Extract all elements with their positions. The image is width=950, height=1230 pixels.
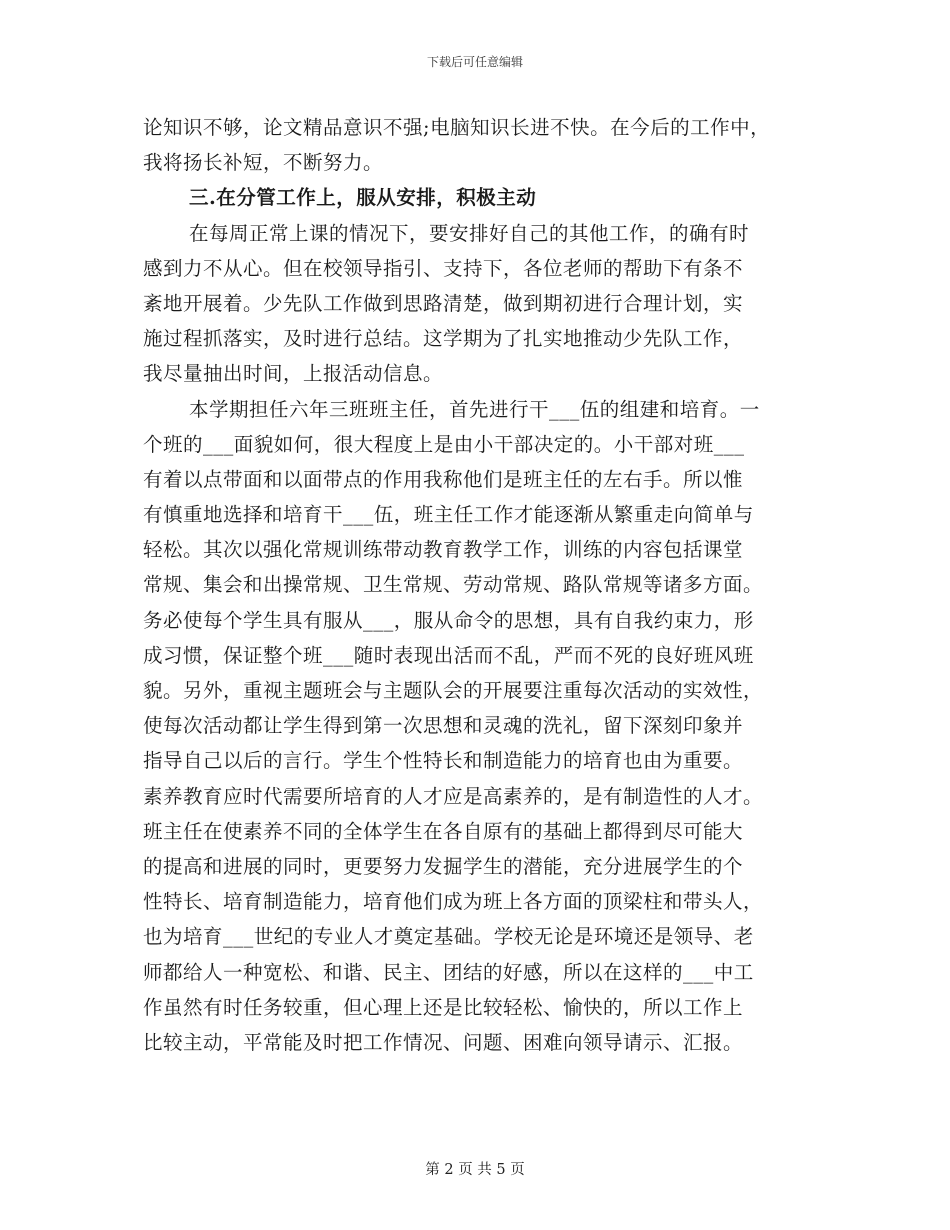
body-line: 有着以点带面和以面带点的作用我称他们是班主任的左右手。所以惟 bbox=[143, 467, 744, 491]
body-line: 务必使每个学生具有服从___，服从命令的思想，具有自我约束力，形 bbox=[143, 608, 754, 632]
body-line: 有慎重地选择和培育干___伍，班主任工作才能逐渐从繁重走向简单与 bbox=[143, 503, 754, 527]
body-line: 紊地开展着。少先队工作做到思路清楚，做到期初进行合理计划，实 bbox=[143, 291, 744, 315]
body-line: 我尽量抽出时间，上报活动信息。 bbox=[143, 362, 444, 386]
page-header: 下载后可任意编辑 bbox=[426, 55, 523, 69]
body-line: 素养教育应时代需要所培育的人才应是高素养的，是有制造性的人才。 bbox=[143, 784, 764, 808]
body-line: 指导自己以后的言行。学生个性特长和制造能力的培育也由为重要。 bbox=[143, 749, 744, 773]
body-line: 轻松。其次以强化常规训练带动教育教学工作，训练的内容包括课堂 bbox=[143, 538, 744, 562]
body-line: 本学期担任六年三班班主任，首先进行干___伍的组建和培育。一 bbox=[189, 397, 760, 421]
body-line: 的提高和进展的同时，更要努力发掘学生的潜能，充分进展学生的个 bbox=[143, 854, 744, 878]
body-line: 使每次活动都让学生得到第一次思想和灵魂的洗礼，留下深刻印象并 bbox=[143, 714, 744, 738]
body-line: 师都给人一种宽松、和谐、民主、团结的好感，所以在这样的___中工 bbox=[143, 960, 754, 984]
body-line: 常规、集会和出操常规、卫生常规、劳动常规、路队常规等诸多方面。 bbox=[143, 573, 764, 597]
section-heading: 三.在分管工作上，服从安排，积极主动 bbox=[189, 186, 537, 210]
body-line: 也为培育___世纪的专业人才奠定基础。学校无论是环境还是领导、老 bbox=[143, 925, 754, 949]
body-line: 比较主动，平常能及时把工作情况、问题、困难向领导请示、汇报。 bbox=[143, 1030, 744, 1054]
body-line: 我将扬长补短，不断努力。 bbox=[143, 151, 384, 175]
body-line: 成习惯，保证整个班___随时表现出活而不乱，严而不死的良好班风班 bbox=[143, 643, 754, 667]
body-line: 个班的___面貌如何，很大程度上是由小干部决定的。小干部对班___ bbox=[143, 432, 745, 456]
document-body bbox=[143, 110, 815, 1060]
body-line: 班主任在使素养不同的全体学生在各自原有的基础上都得到尽可能大 bbox=[143, 819, 744, 843]
page-number: 第 2 页 共 5 页 bbox=[425, 1162, 525, 1178]
body-line: 论知识不够，论文精品意识不强;电脑知识长进不快。在今后的工作中， bbox=[143, 116, 771, 139]
body-line: 施过程抓落实，及时进行总结。这学期为了扎实地推动少先队工作， bbox=[143, 327, 744, 351]
body-line: 作虽然有时任务较重，但心理上还是比较轻松、愉快的，所以工作上 bbox=[143, 995, 744, 1019]
body-line: 貌。另外，重视主题班会与主题队会的开展要注重每次活动的实效性， bbox=[143, 679, 764, 702]
body-line: 感到力不从心。但在校领导指引、支持下，各位老师的帮助下有条不 bbox=[143, 256, 744, 280]
body-line: 性特长、培育制造能力，培育他们成为班上各方面的顶梁柱和带头人， bbox=[143, 890, 764, 914]
body-line: 在每周正常上课的情况下，要安排好自己的其他工作，的确有时 bbox=[189, 221, 750, 245]
